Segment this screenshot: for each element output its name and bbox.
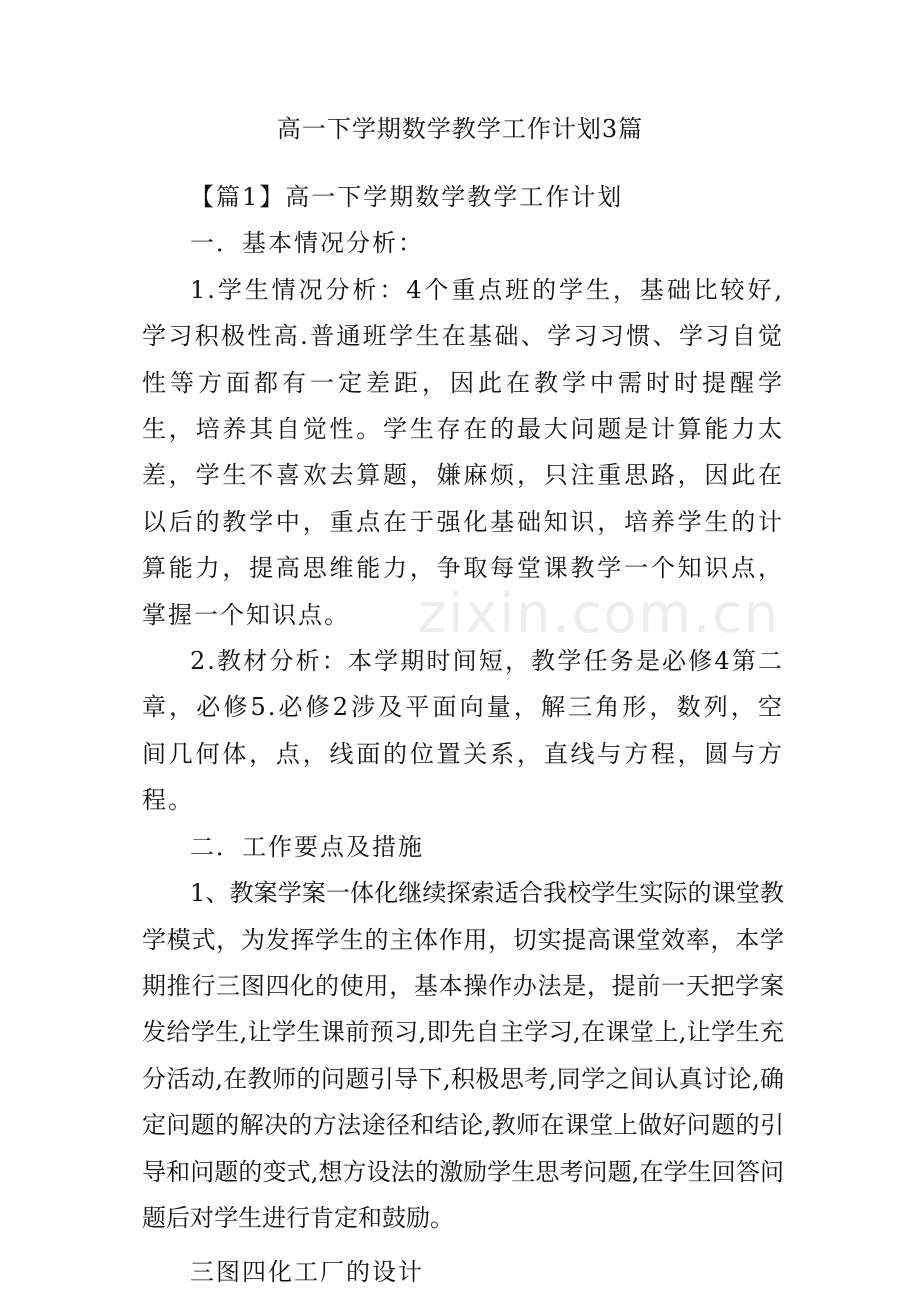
watermark: zixin.com.cn — [418, 582, 781, 645]
section-heading-article-1: 【篇1】高一下学期数学教学工作计划 — [190, 183, 624, 211]
paragraph-textbook-analysis: 2.教材分析：本学期时间短，教学任务是必修4第二章，必修5.必修2涉及平面向量，解三角形，数列，空间几何体，点，线面的位置关系，直线与方程，圆与方程。 — [142, 647, 784, 815]
paragraph-student-analysis: 1.学生情况分析：4个重点班的学生，基础比较好,学习积极性高.普通班学生在基础、学习习惯、学习自觉性等方面都有一定差距，因此在教学中需时时提醒学生，培养其自觉性。学生存在的最大问题是计算能力太差，学生不喜欢去算题，嫌麻烦，只注重思路，因此在以后的教学中，重点在于强化基础知识，培养学生的计算能力，提高思维能力，争取每堂课教学一个知识点，掌握一个知识点。 — [142, 275, 784, 629]
section-heading-work-points: 二．工作要点及措施 — [190, 832, 424, 861]
section-heading-basic-analysis: 一．基本情况分析： — [190, 229, 424, 258]
document-title: 高一下学期数学教学工作计划3篇 — [276, 115, 644, 143]
document-body — [142, 174, 784, 1296]
paragraph-teaching-model: 1、教案学案一体化继续探索适合我校学生实际的课堂教学模式，为发挥学生的主体作用，切实提高课堂效率，本学期推行三图四化的使用，基本操作办法是，提前一天把学案发给学生,让学生课前预习,即先自主学习,在课堂上,让学生充分活动,在教师的问题引导下,积极思考,同学之间认真讨论,确定问题的解决的方法途径和结论,教师在课堂上做好问题的引导和问题的变式,想方设法的激励学生思考问题,在学生回答问题后对学生进行肯定和鼓励。 — [142, 879, 784, 1232]
paragraph-factory-design: 三图四化工厂的设计 — [190, 1258, 424, 1287]
